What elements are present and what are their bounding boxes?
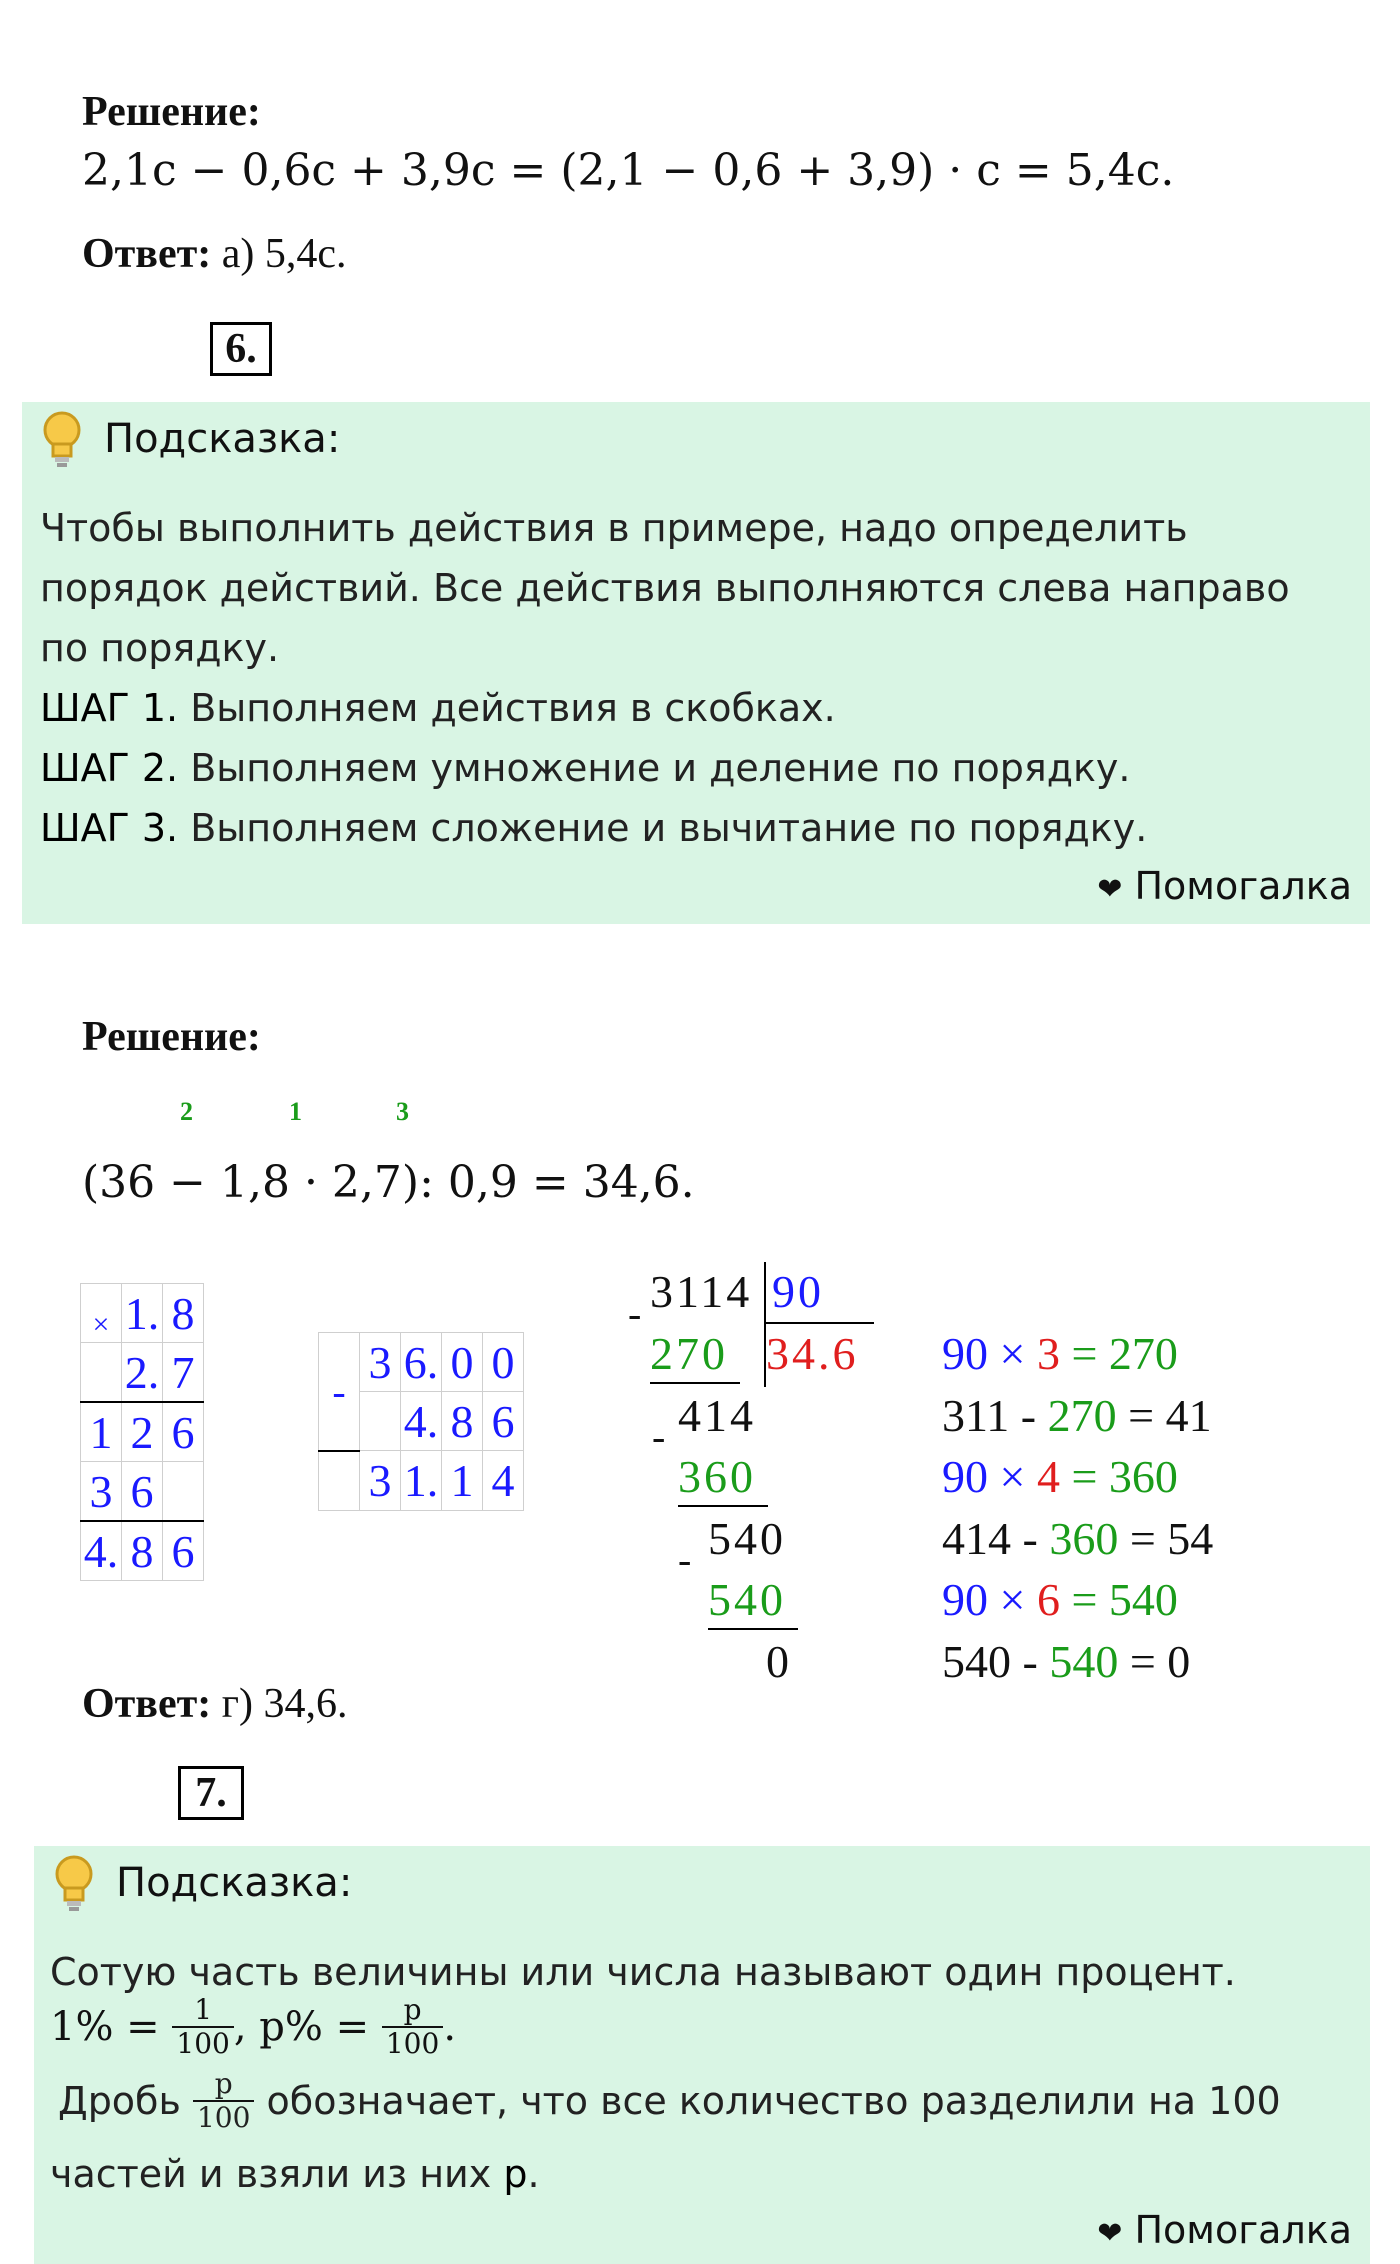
step-line bbox=[678, 1505, 768, 1507]
answer-value: а) 5,4с. bbox=[211, 231, 347, 277]
minus-sign: - bbox=[678, 1537, 695, 1582]
brand-label: Помогалка bbox=[1134, 2208, 1352, 2252]
equals: = bbox=[1059, 1328, 1109, 1379]
cell: 2. bbox=[122, 1343, 163, 1403]
heart-icon: ❤ bbox=[1097, 2216, 1123, 2251]
cell: 8 bbox=[163, 1284, 204, 1343]
hint-text: обозначает, что все количество разделили на 100 bbox=[254, 2079, 1281, 2123]
operator: × bbox=[988, 1574, 1037, 1625]
result: 540 bbox=[1108, 1574, 1178, 1625]
percent-formula bbox=[50, 1994, 456, 2060]
fraction bbox=[193, 2068, 254, 2134]
hint-step-3 bbox=[40, 806, 1147, 850]
cell: 6 bbox=[163, 1402, 204, 1462]
hint-text: частей и взяли из них bbox=[50, 2152, 504, 2196]
cell bbox=[163, 1462, 204, 1522]
step-value: 360 bbox=[678, 1451, 756, 1502]
hint-box bbox=[22, 402, 1370, 924]
cell: 7 bbox=[163, 1343, 204, 1403]
hint-line: по порядку. bbox=[40, 626, 280, 670]
cell: 0 bbox=[483, 1333, 524, 1392]
result: 360 bbox=[1108, 1451, 1178, 1502]
step-label: ШАГ 3. bbox=[40, 806, 179, 850]
operand: 4 bbox=[1036, 1451, 1060, 1502]
order-mark: 1 bbox=[289, 1097, 302, 1126]
fraction bbox=[172, 1994, 233, 2060]
answer-value: г) 34,6. bbox=[211, 1681, 348, 1727]
check-row bbox=[942, 1512, 1213, 1565]
formula-text: 1% = bbox=[50, 2004, 160, 2050]
operand: 414 bbox=[942, 1513, 1011, 1564]
check-row bbox=[942, 1450, 1178, 1503]
operator: × bbox=[988, 1451, 1037, 1502]
lightbulb-icon bbox=[52, 1854, 96, 1914]
cell: 1 bbox=[81, 1402, 122, 1462]
heart-icon: ❤ bbox=[1097, 872, 1123, 907]
cell: 6 bbox=[483, 1392, 524, 1451]
answer bbox=[82, 1680, 347, 1728]
operand: 540 bbox=[942, 1636, 1011, 1687]
brand bbox=[1097, 2208, 1352, 2252]
task-number-6: 6. bbox=[210, 322, 272, 376]
fraction bbox=[382, 1994, 443, 2060]
check-row bbox=[942, 1389, 1212, 1442]
cell: 6 bbox=[122, 1462, 163, 1522]
cell: 4. bbox=[81, 1521, 122, 1581]
step-line bbox=[650, 1382, 740, 1384]
column-multiplication bbox=[80, 1283, 204, 1581]
divisor-line bbox=[766, 1322, 874, 1324]
cell: 4. bbox=[401, 1392, 442, 1451]
brand bbox=[1097, 864, 1352, 908]
hint-line bbox=[58, 2068, 1281, 2134]
cell bbox=[319, 1451, 360, 1511]
operand: 270 bbox=[1047, 1390, 1117, 1441]
denominator: 100 bbox=[196, 2101, 251, 2134]
step-value: 0 bbox=[766, 1636, 792, 1687]
equation: 2,1c − 0,6c + 3,9c = (2,1 − 0,6 + 3,9) · c = 5,4c. bbox=[82, 145, 1175, 196]
hint-text: . bbox=[527, 2152, 540, 2196]
task-number-7: 7. bbox=[178, 1766, 244, 1820]
cell: 2 bbox=[122, 1402, 163, 1462]
check-row bbox=[942, 1327, 1178, 1380]
result: 41 bbox=[1165, 1390, 1212, 1441]
operator: - bbox=[1011, 1513, 1050, 1564]
mult-sign: × bbox=[81, 1284, 122, 1343]
step-value: 270 bbox=[650, 1328, 728, 1379]
equation: (36 − 1,8 · 2,7): 0,9 = 34,6. bbox=[82, 1157, 695, 1208]
denominator: 100 bbox=[385, 2027, 440, 2060]
step-value: 540 bbox=[708, 1574, 786, 1625]
result: 0 bbox=[1167, 1636, 1191, 1687]
cell bbox=[360, 1392, 401, 1451]
operand: 311 bbox=[942, 1390, 1010, 1441]
hint-box bbox=[34, 1846, 1370, 2264]
cell bbox=[81, 1343, 122, 1403]
solution-label: Решение: bbox=[82, 1014, 261, 1060]
step-value: 540 bbox=[708, 1513, 786, 1564]
denominator: 100 bbox=[176, 2027, 230, 2060]
step-label: ШАГ 1. bbox=[40, 686, 179, 730]
column-subtraction bbox=[318, 1332, 524, 1511]
cell: 6 bbox=[163, 1521, 204, 1581]
check-row bbox=[942, 1635, 1190, 1688]
equals: = bbox=[1116, 1390, 1166, 1441]
operator: - bbox=[1009, 1390, 1048, 1441]
equals: = bbox=[1118, 1636, 1168, 1687]
formula-text: , p% = bbox=[233, 2004, 370, 2050]
cell: 8 bbox=[442, 1392, 483, 1451]
cell: 3 bbox=[81, 1462, 122, 1522]
cell: 1 bbox=[442, 1451, 483, 1511]
minus-sign: - bbox=[628, 1291, 645, 1336]
minus-sign: - bbox=[652, 1414, 669, 1459]
step-line bbox=[708, 1628, 798, 1630]
operator: × bbox=[988, 1328, 1037, 1379]
hint-line: Сотую часть величины или числа называют один процент. bbox=[50, 1950, 1236, 1994]
hint-title: Подсказка: bbox=[104, 416, 341, 462]
hint-text: Дробь bbox=[58, 2079, 181, 2123]
cell: 8 bbox=[122, 1521, 163, 1581]
cell: 1. bbox=[122, 1284, 163, 1343]
operand: 3 bbox=[1036, 1328, 1060, 1379]
step-text: Выполняем сложение и вычитание по порядку. bbox=[178, 806, 1148, 850]
cell: 3 bbox=[360, 1333, 401, 1392]
equals: = bbox=[1118, 1513, 1168, 1564]
dividend: 3114 bbox=[650, 1266, 753, 1317]
numerator: p bbox=[193, 2068, 254, 2102]
hint-line bbox=[50, 2152, 540, 2196]
divisor: 90 bbox=[772, 1266, 824, 1317]
answer-label: Ответ: bbox=[82, 1681, 212, 1727]
answer-label: Ответ: bbox=[82, 231, 212, 277]
result: 54 bbox=[1167, 1513, 1214, 1564]
numerator: p bbox=[382, 1994, 443, 2028]
sub-sign: - bbox=[319, 1333, 360, 1451]
operand: 90 bbox=[942, 1328, 988, 1379]
step-text: Выполняем действия в скобках. bbox=[178, 686, 836, 730]
order-mark: 2 bbox=[180, 1097, 193, 1126]
equals: = bbox=[1059, 1451, 1109, 1502]
lightbulb-icon bbox=[40, 410, 84, 470]
order-mark: 3 bbox=[396, 1097, 409, 1126]
result: 270 bbox=[1108, 1328, 1178, 1379]
hint-line: Чтобы выполнить действия в примере, надо определить bbox=[40, 506, 1188, 550]
cell: 1. bbox=[401, 1451, 442, 1511]
quotient: 34.6 bbox=[766, 1328, 859, 1379]
step-text: Выполняем умножение и деление по порядку. bbox=[178, 746, 1131, 790]
step-value: 414 bbox=[678, 1390, 756, 1441]
operand: 90 bbox=[942, 1451, 988, 1502]
answer bbox=[82, 230, 347, 278]
operand: 90 bbox=[942, 1574, 988, 1625]
hint-step-2 bbox=[40, 746, 1131, 790]
brand-label: Помогалка bbox=[1134, 864, 1352, 908]
cell: 3 bbox=[360, 1451, 401, 1511]
numerator: 1 bbox=[172, 1994, 233, 2028]
solution-label: Решение: bbox=[82, 89, 261, 135]
hint-text: р bbox=[503, 2152, 528, 2196]
formula-text: . bbox=[443, 2004, 457, 2050]
check-row bbox=[942, 1573, 1178, 1626]
operand: 360 bbox=[1049, 1513, 1119, 1564]
operand: 6 bbox=[1036, 1574, 1060, 1625]
equals: = bbox=[1059, 1574, 1109, 1625]
cell: 0 bbox=[442, 1333, 483, 1392]
operand: 540 bbox=[1049, 1636, 1119, 1687]
hint-line: порядок действий. Все действия выполняются слева направо bbox=[40, 566, 1290, 610]
operator: - bbox=[1011, 1636, 1050, 1687]
hint-title: Подсказка: bbox=[116, 1860, 353, 1906]
cell: 6. bbox=[401, 1333, 442, 1392]
hint-step-1 bbox=[40, 686, 836, 730]
cell: 4 bbox=[483, 1451, 524, 1511]
step-label: ШАГ 2. bbox=[40, 746, 179, 790]
